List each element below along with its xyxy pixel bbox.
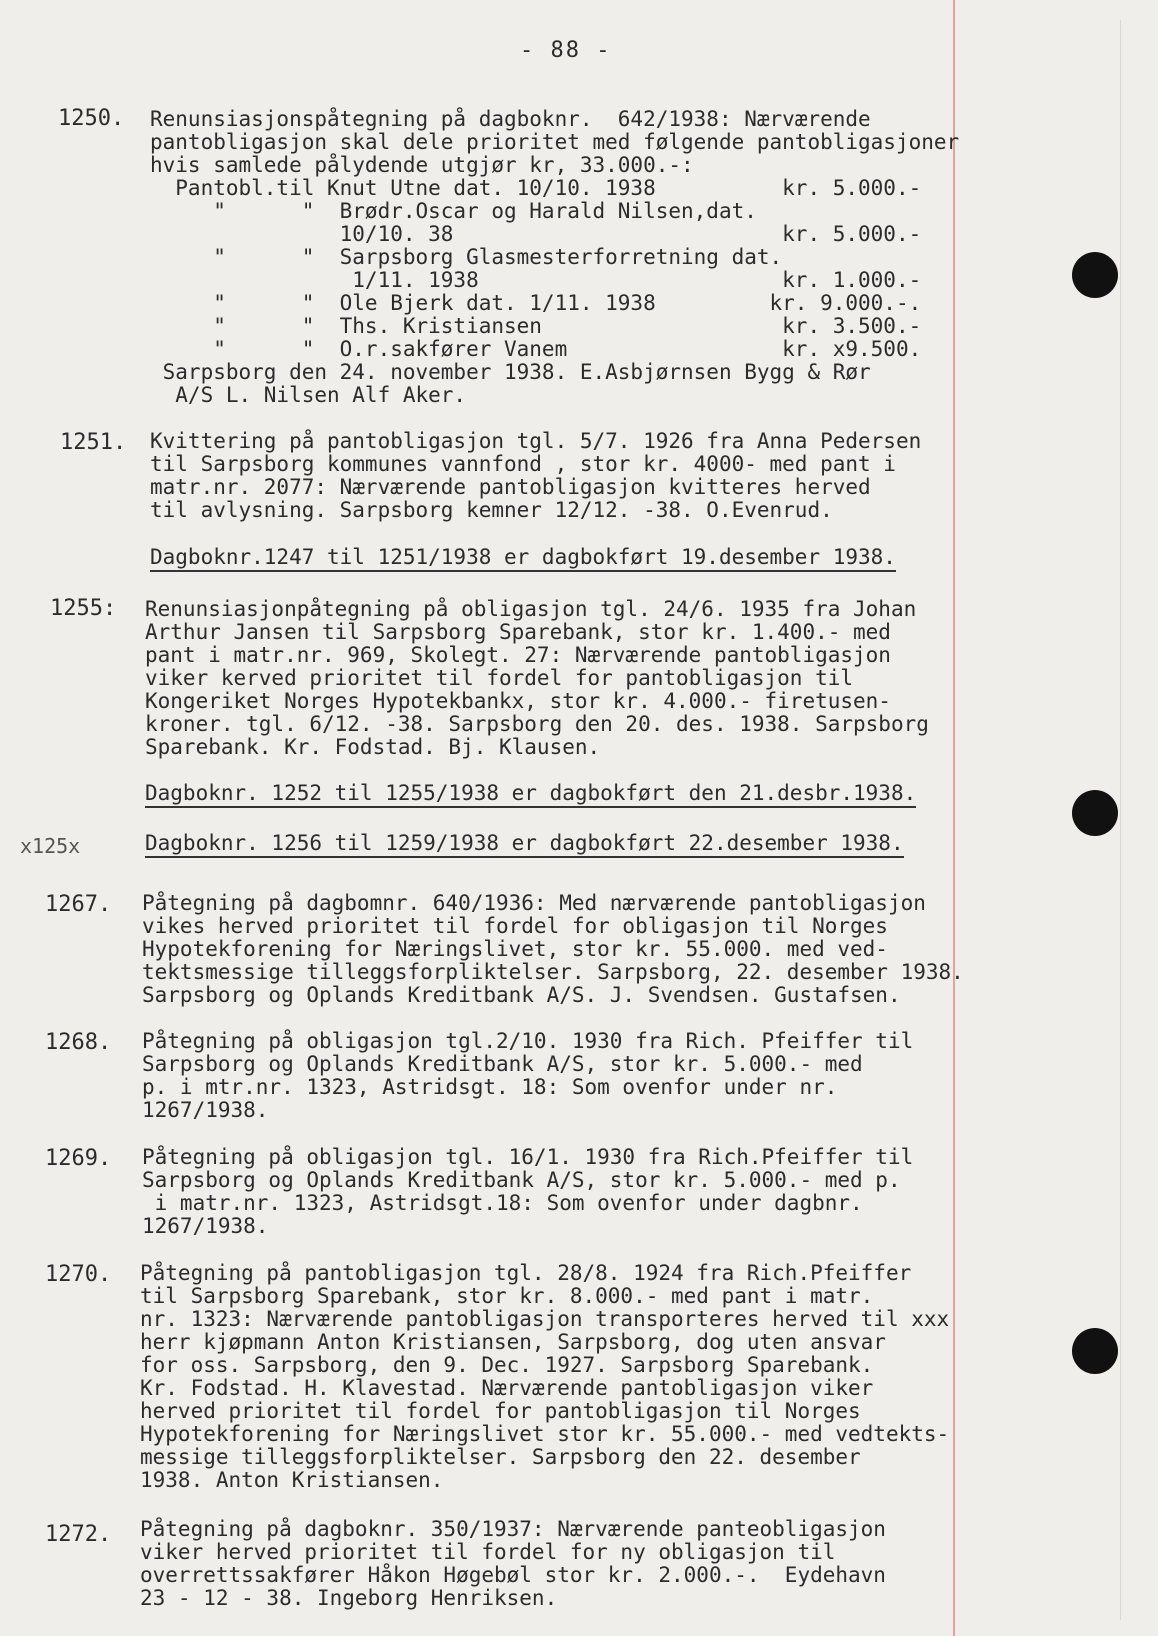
page-edge [1120, 20, 1121, 1620]
text-line: Sarpsborg og Oplands Kreditbank A/S. J. Svendsen. Gustafsen. [142, 983, 901, 1007]
entry-number: 1250. [58, 106, 125, 131]
entry-text [150, 108, 959, 407]
crossed-entry-number: x125x [20, 834, 81, 858]
text-line: Sarpsborg og Oplands Kreditbank A/S, stor kr. 5.000.- med p. [142, 1168, 901, 1192]
text-line: Sarpsborg og Oplands Kreditbank A/S, stor kr. 5.000.- med [142, 1052, 863, 1076]
entry-text [150, 430, 921, 522]
text-line: 10/10. 38 kr. 5.000.- [150, 222, 922, 246]
text-line: " " Brødr.Oscar og Harald Nilsen,dat. [150, 199, 757, 223]
text-line: tektsmessige tilleggsforpliktelser. Sarpsborg, 22. desember 1938. [142, 960, 964, 984]
entry-number: 1269. [45, 1146, 112, 1171]
text-line: herr kjøpmann Anton Kristiansen, Sarpsborg, dog uten ansvar [140, 1330, 886, 1354]
text-line: p. i mtr.nr. 1323, Astridsgt. 18: Som ovenfor under nr. [142, 1075, 838, 1099]
entry-number: 1272. [45, 1522, 112, 1547]
punch-hole [1072, 1328, 1118, 1374]
text-line: viker herved prioritet til fordel for ny obligasjon til [140, 1540, 836, 1564]
journal-note: Dagboknr. 1256 til 1259/1938 er dagbokført 22.desember 1938. [145, 832, 904, 858]
text-line: 1267/1938. [142, 1214, 269, 1238]
text-line: Sarpsborg den 24. november 1938. E.Asbjørnsen Bygg & Rør [150, 360, 871, 384]
text-line: til avlysning. Sarpsborg kemner 12/12. -38. O.Evenrud. [150, 498, 833, 522]
text-line: Påtegning på obligasjon tgl.2/10. 1930 fra Rich. Pfeiffer til [142, 1029, 914, 1053]
entry-text [140, 1518, 886, 1610]
entry-number: 1268. [45, 1030, 112, 1055]
punch-hole [1072, 790, 1118, 836]
text-line: vikes herved prioritet til fordel for obligasjon til Norges [142, 914, 888, 938]
entry-text [142, 1146, 913, 1238]
text-line: Arthur Jansen til Sarpsborg Sparebank, stor kr. 1.400.- med [145, 620, 891, 644]
text-line: " " Ths. Kristiansen kr. 3.500.- [150, 314, 922, 338]
text-line: " " Sarpsborg Glasmesterforretning dat. [150, 245, 783, 269]
text-line: overrettssakfører Håkon Høgebøl stor kr. 2.000.-. Eydehavn [140, 1563, 886, 1587]
entry-number: 1267. [45, 892, 112, 917]
text-line: for oss. Sarpsborg, den 9. Dec. 1927. Sarpsborg Sparebank. [140, 1353, 874, 1377]
entry-text [142, 892, 964, 1007]
entry-number: 1270. [45, 1262, 112, 1287]
text-line: 1/11. 1938 kr. 1.000.- [150, 268, 922, 292]
entry-text [145, 598, 929, 759]
text-line: Hypotekforening for Næringslivet, stor kr. 55.000. med ved- [142, 937, 888, 961]
text-line: Påtegning på obligasjon tgl. 16/1. 1930 fra Rich.Pfeiffer til [142, 1145, 914, 1169]
entry-text [140, 1262, 949, 1492]
text-line: " " O.r.sakfører Vanem kr. x9.500. [150, 337, 922, 361]
text-line: Pantobl.til Knut Utne dat. 10/10. 1938 kr. 5.000.- [150, 176, 922, 200]
text-line: pant i matr.nr. 969, Skolegt. 27: Nærværende pantobligasjon [145, 643, 891, 667]
text-line: Kongeriket Norges Hypotekbankx, stor kr. 4.000.- firetusen- [145, 689, 891, 713]
text-line: Sparebank. Kr. Fodstad. Bj. Klausen. [145, 735, 601, 759]
text-line: A/S L. Nilsen Alf Aker. [150, 383, 467, 407]
text-line: messige tilleggsforpliktelser. Sarpsborg den 22. desember [140, 1445, 861, 1469]
page-number: - 88 - [520, 38, 612, 63]
entry-number: 1255: [50, 596, 117, 621]
text-line: matr.nr. 2077: Nærværende pantobligasjon kvitteres herved [150, 475, 871, 499]
journal-note: Dagboknr. 1252 til 1255/1938 er dagbokført den 21.desbr.1938. [145, 782, 916, 808]
text-line: 1267/1938. [142, 1098, 269, 1122]
journal-note: Dagboknr.1247 til 1251/1938 er dagbokført 19.desember 1938. [150, 546, 896, 572]
text-line: Kvittering på pantobligasjon tgl. 5/7. 1926 fra Anna Pedersen [150, 429, 922, 453]
text-line: til Sarpsborg Sparebank, stor kr. 8.000.- med pant i matr. [140, 1284, 874, 1308]
text-line: Påtegning på pantobligasjon tgl. 28/8. 1924 fra Rich.Pfeiffer [140, 1261, 912, 1285]
text-line: 1938. Anton Kristiansen. [140, 1468, 444, 1492]
text-line: viker kerved prioritet til fordel for pantobligasjon til [145, 666, 854, 690]
text-line: Påtegning på dagbomnr. 640/1936: Med nærværende pantobligasjon [142, 891, 926, 915]
text-line: 23 - 12 - 38. Ingeborg Henriksen. [140, 1586, 558, 1610]
text-line: Renunsiasjonspåtegning på dagboknr. 642/1938: Nærværende [150, 107, 871, 131]
text-line: til Sarpsborg kommunes vannfond , stor kr. 4000- med pant i [150, 452, 896, 476]
text-line: Påtegning på dagboknr. 350/1937: Nærværende panteobligasjon [140, 1517, 886, 1541]
text-line: nr. 1323: Nærværende pantobligasjon transporteres herved til xxx [140, 1307, 950, 1331]
text-line: Renunsiasjonpåtegning på obligasjon tgl. 24/6. 1935 fra Johan [145, 597, 917, 621]
text-line: kroner. tgl. 6/12. -38. Sarpsborg den 20. des. 1938. Sarpsborg [145, 712, 929, 736]
entry-text [142, 1030, 913, 1122]
text-line: hvis samlede pålydende utgjør kr, 33.000.-: [150, 153, 694, 177]
text-line: " " Ole Bjerk dat. 1/11. 1938 kr. 9.000.-. [150, 291, 922, 315]
text-line: pantobligasjon skal dele prioritet med følgende pantobligasjoner [150, 130, 960, 154]
entry-number: 1251. [60, 430, 127, 455]
text-line: Kr. Fodstad. H. Klavestad. Nærværende pantobligasjon viker [140, 1376, 874, 1400]
punch-hole [1072, 252, 1118, 298]
text-line: i matr.nr. 1323, Astridsgt.18: Som ovenfor under dagbnr. [142, 1191, 863, 1215]
text-line: herved prioritet til fordel for pantobligasjon til Norges [140, 1399, 861, 1423]
text-line: Hypotekforening for Næringslivet stor kr. 55.000.- med vedtekts- [140, 1422, 950, 1446]
